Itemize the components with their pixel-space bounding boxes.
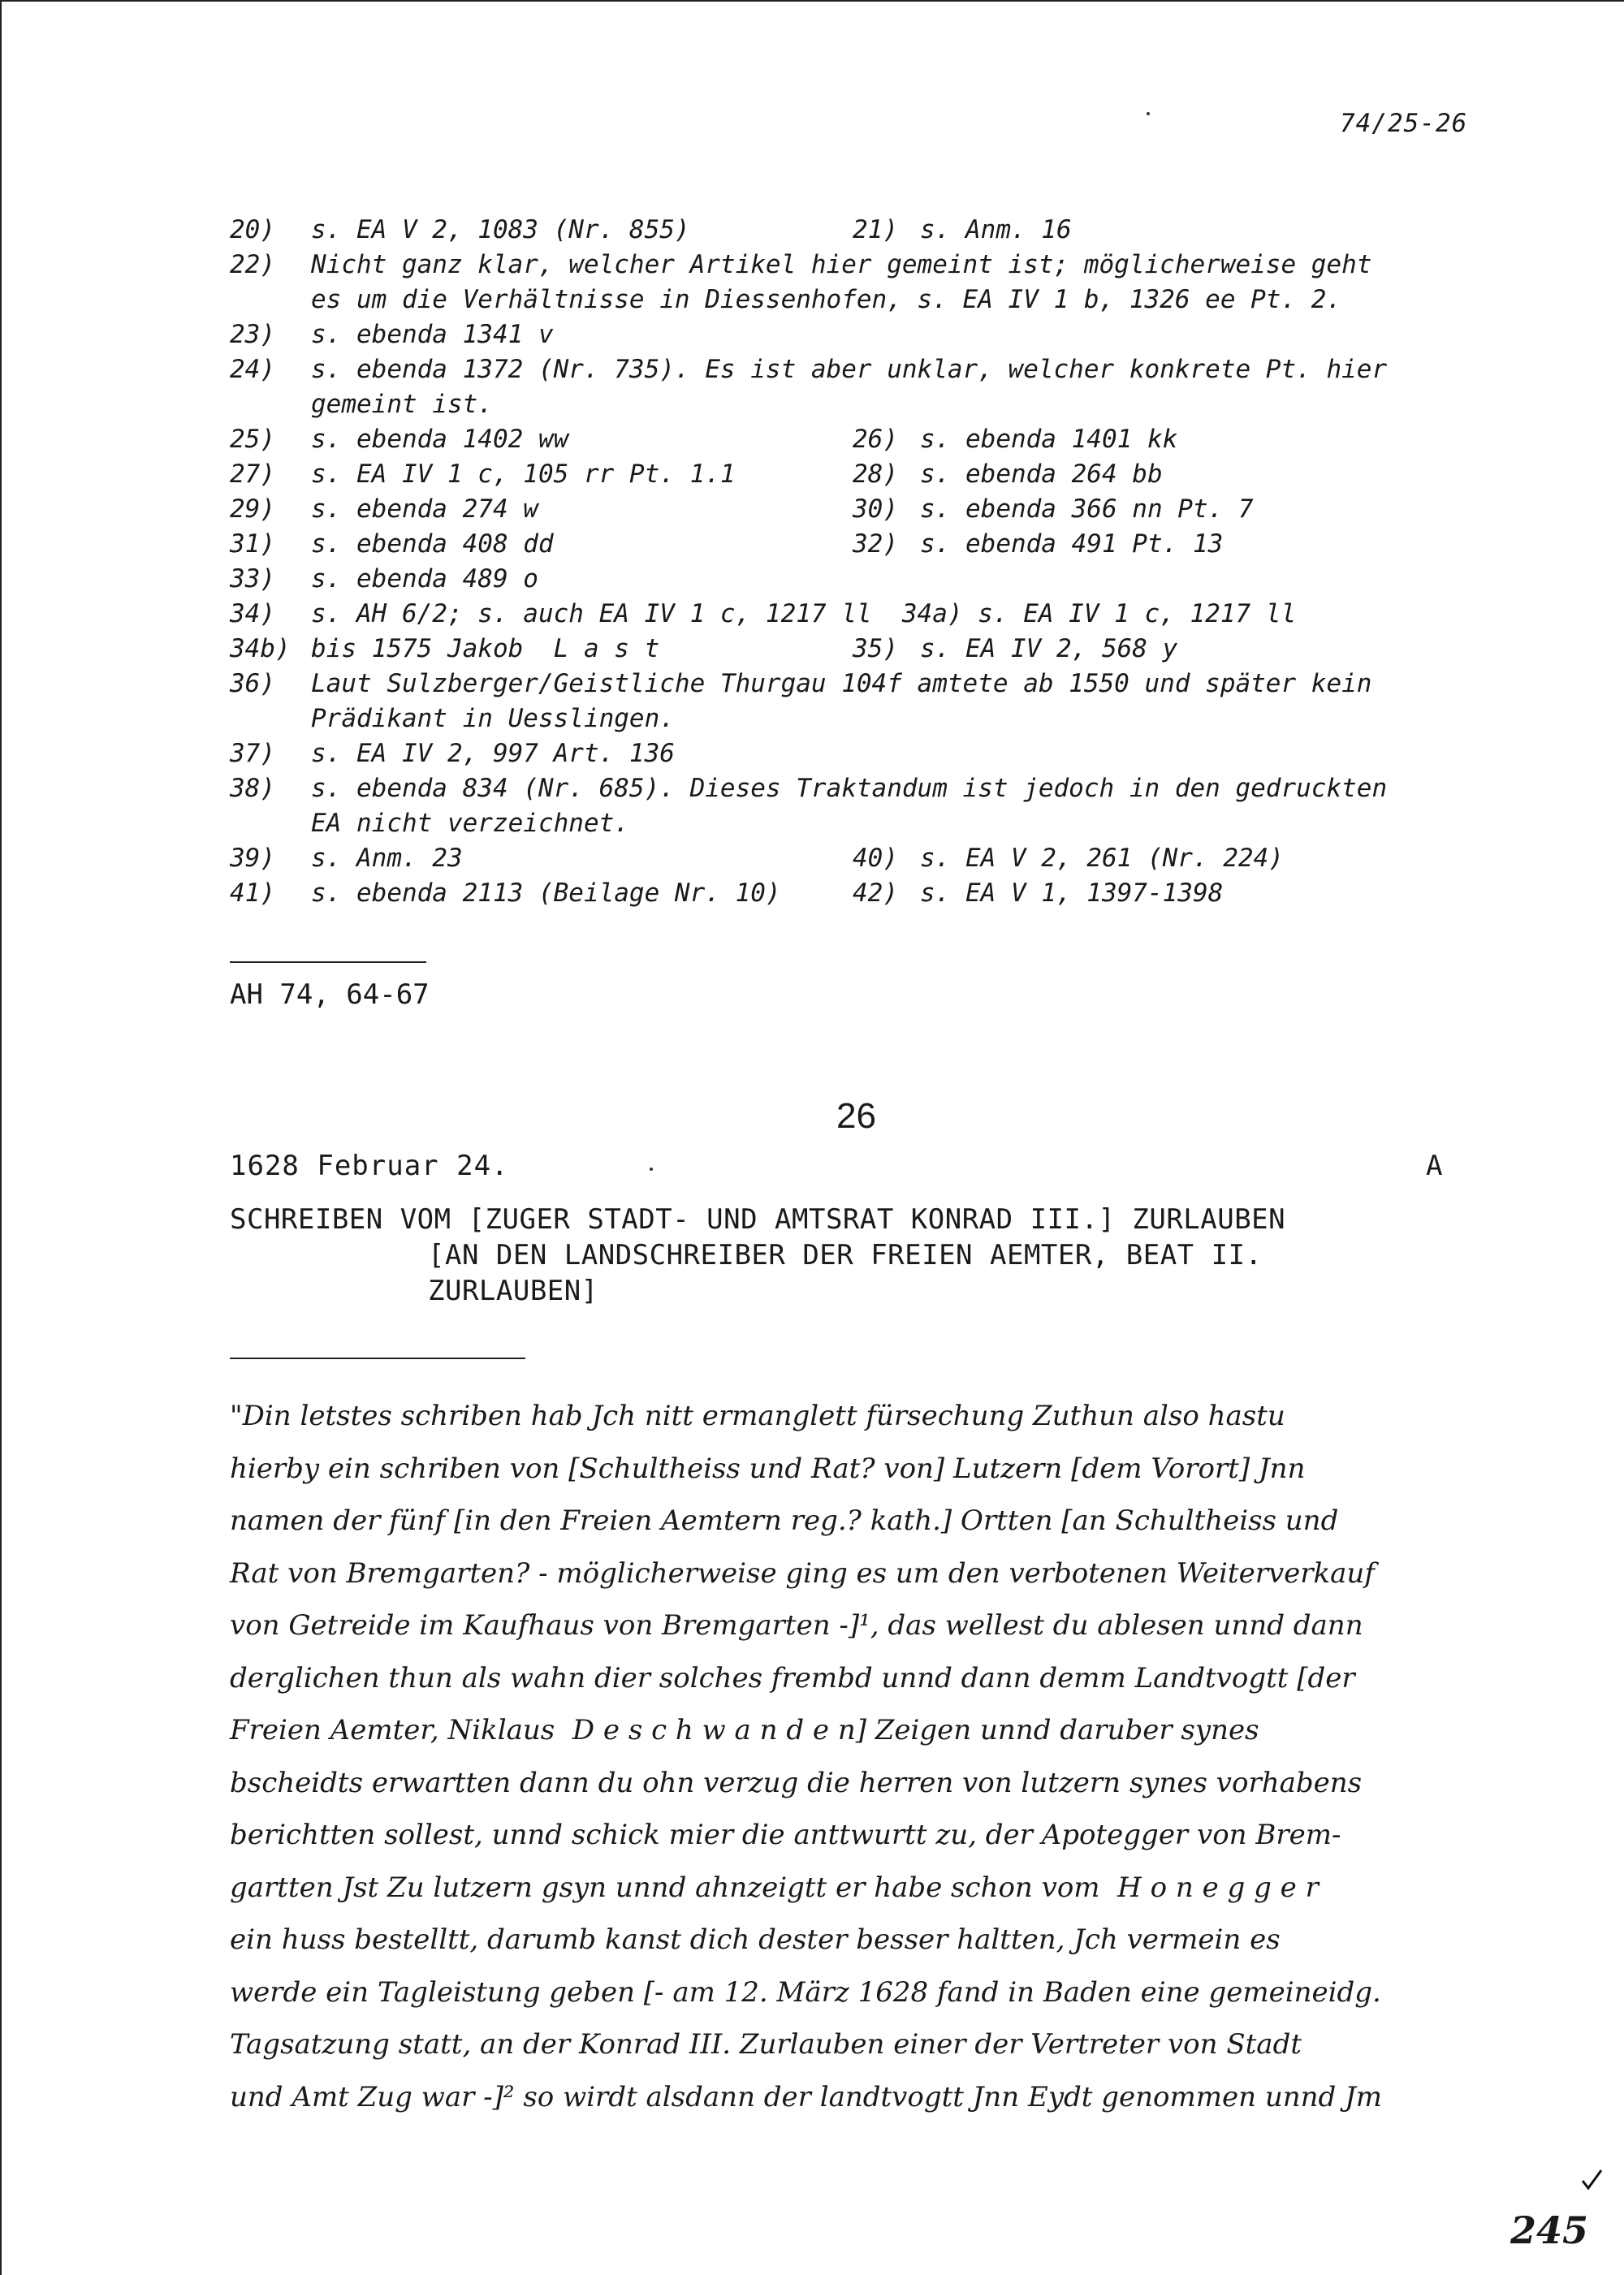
footnote-line <box>230 667 1497 701</box>
footnote-text: es um die Verhältnisse in Diessenhofen, s. EA IV 1 b, 1326 ee Pt. 2. <box>311 285 1342 314</box>
footnote-line <box>230 876 1497 911</box>
page-reference: 74/25-26 <box>1340 109 1468 138</box>
footnote-number: 31) <box>230 529 275 559</box>
footnote-number: 32) <box>853 529 898 559</box>
footnote-number: 20) <box>230 215 275 244</box>
footnote-line <box>230 527 1497 562</box>
footnote-number: 36) <box>230 669 275 698</box>
scan-dot <box>1147 112 1150 115</box>
footnote-line <box>230 632 1497 667</box>
footnotes <box>230 213 1497 911</box>
footnote-text: s. ebenda 834 (Nr. 685). Dieses Traktandum ist jedoch in den gedruckten <box>311 774 1388 803</box>
footnote-text: s. ebenda 264 bb <box>920 460 1163 489</box>
footnote-text: s. EA IV 2, 568 y <box>920 634 1178 663</box>
footnote-text: s. ebenda 1402 ww <box>311 425 569 454</box>
transcription-line: namen der fünf [in den Freien Aemtern reg.? kath.] Ortten [an Schultheiss und <box>230 1504 1339 1537</box>
footnote-text: s. EA V 2, 261 (Nr. 224) <box>920 844 1284 873</box>
transcription-line: ein huss bestelltt, darumb kanst dich dester besser haltten, Jch vermein es <box>230 1923 1281 1956</box>
footnote-text: gemeint ist. <box>311 390 493 419</box>
footnote-number: 38) <box>230 774 275 803</box>
footnote-text: s. EA V 2, 1083 (Nr. 855) <box>311 215 690 244</box>
folio-number: 245 <box>1510 2208 1589 2252</box>
footnote-number: 34b) <box>230 634 291 663</box>
footnote-text: s. EA IV 1 c, 105 rr Pt. 1.1 <box>311 460 736 489</box>
footnote-text: bis 1575 Jakob L a s t <box>311 634 660 663</box>
heading-line: SCHREIBEN VOM [ZUGER STADT- UND AMTSRAT KONRAD III.] ZURLAUBEN <box>230 1203 1286 1236</box>
transcription-line: Tagsatzung statt, an der Konrad III. Zurlauben einer der Vertreter von Stadt <box>230 2028 1302 2061</box>
heading-line: ZURLAUBEN] <box>428 1275 598 1307</box>
footnote-number: 27) <box>230 460 275 489</box>
footnote-text: s. ebenda 408 dd <box>311 529 554 559</box>
footnote-text: s. ebenda 1372 (Nr. 735). Es ist aber unklar, welcher konkrete Pt. hier <box>311 355 1388 384</box>
transcription-line: werde ein Tagleistung geben [- am 12. März 1628 fand in Baden eine gemeineidg. <box>230 1975 1381 2009</box>
footnote-line <box>230 841 1497 876</box>
footnote-text: s. ebenda 274 w <box>311 494 538 524</box>
footnote-number: 24) <box>230 355 275 384</box>
footnote-number: 23) <box>230 320 275 349</box>
footnote-text: s. ebenda 2113 (Beilage Nr. 10) <box>311 878 781 908</box>
transcription-line: Freien Aemter, Niklaus D e s c h w a n d e n] Zeigen unnd daruber synes <box>230 1714 1259 1746</box>
footnote-line <box>230 597 1497 632</box>
footnote-number: 22) <box>230 250 275 279</box>
footnote-text: s. ebenda 489 o <box>311 564 538 594</box>
footnote-number: 25) <box>230 425 275 454</box>
footnote-text: Laut Sulzberger/Geistliche Thurgau 104f amtete ab 1550 und später kein <box>311 669 1372 698</box>
footnote-number: 34) <box>230 599 275 628</box>
transcription-line: und Amt Zug war -]² so wirdt alsdann der landtvogtt Jnn Eydt genommen unnd Jm <box>230 2080 1382 2113</box>
source-reference: AH 74, 64-67 <box>230 978 430 1011</box>
footnote-number: 39) <box>230 844 275 873</box>
footnote-text: s. EA IV 2, 997 Art. 136 <box>311 739 675 768</box>
footnote-number: 21) <box>853 215 898 244</box>
footnote-line <box>230 806 1497 841</box>
transcription-line: von Getreide im Kaufhaus von Bremgarten -]¹, das wellest du ablesen unnd dann <box>230 1609 1363 1642</box>
transcription-line: berichtten sollest, unnd schick mier die anttwurtt zu, der Apotegger von Brem- <box>230 1819 1341 1851</box>
footnote-number: 35) <box>853 634 898 663</box>
footnote-text: s. AH 6/2; s. auch EA IV 1 c, 1217 ll 34a) s. EA IV 1 c, 1217 ll <box>311 599 1297 628</box>
footnote-text: s. Anm. 23 <box>311 844 463 873</box>
footnote-number: 37) <box>230 739 275 768</box>
footnote-line <box>230 248 1497 283</box>
footnote-line <box>230 317 1497 352</box>
heading-rule <box>230 1358 525 1359</box>
footnote-text: s. ebenda 491 Pt. 13 <box>920 529 1224 559</box>
transcription-line: hierby ein schriben von [Schultheiss und Rat? von] Lutzern [dem Vorort] Jnn <box>230 1452 1306 1485</box>
footnote-number: 26) <box>853 425 898 454</box>
footnote-line <box>230 562 1497 597</box>
transcription-line: derglichen thun als wahn dier solches frembd unnd dann demm Landtvogtt [der <box>230 1661 1355 1694</box>
footnote-line <box>230 736 1497 771</box>
letter-transcription <box>230 1390 1497 2123</box>
footnote-number: 33) <box>230 564 275 594</box>
footnote-number: 29) <box>230 494 275 524</box>
footnote-number: 41) <box>230 878 275 908</box>
footnote-number: 40) <box>853 844 898 873</box>
check-mark-icon <box>1579 2168 1604 2192</box>
document-date: 1628 Februar 24. <box>230 1150 509 1182</box>
footnote-text: Nicht ganz klar, welcher Artikel hier gemeint ist; möglicherweise geht <box>311 250 1372 279</box>
footnote-number: 30) <box>853 494 898 524</box>
scan-dot <box>650 1168 653 1171</box>
footnote-number: 42) <box>853 878 898 908</box>
transcription-line: Rat von Bremgarten? - möglicherweise ging es um den verbotenen Weiterverkauf <box>230 1556 1375 1590</box>
document-code: A <box>1426 1150 1443 1182</box>
footnote-text: s. Anm. 16 <box>920 215 1072 244</box>
footnote-number: 28) <box>853 460 898 489</box>
footnote-line <box>230 283 1497 317</box>
document-heading <box>230 1202 1497 1309</box>
footnote-line <box>230 701 1497 736</box>
transcription-line: gartten Jst Zu lutzern gsyn unnd ahnzeigtt er habe schon vom H o n e g g e r <box>230 1871 1319 1904</box>
footnote-line <box>230 492 1497 527</box>
transcription-line: bscheidts erwartten dann du ohn verzug die herren von lutzern synes vorhabens <box>230 1766 1363 1799</box>
footnote-line <box>230 422 1497 457</box>
footnote-line <box>230 457 1497 492</box>
footnote-line <box>230 352 1497 387</box>
footnote-line <box>230 213 1497 248</box>
footnote-text: EA nicht verzeichnet. <box>311 809 629 838</box>
footnote-text: s. EA V 1, 1397-1398 <box>920 878 1224 908</box>
document-number: 26 <box>836 1096 876 1136</box>
footnote-line <box>230 771 1497 806</box>
heading-line: [AN DEN LANDSCHREIBER DER FREIEN AEMTER, BEAT II. <box>428 1239 1263 1271</box>
footnote-rule <box>230 961 426 963</box>
footnote-text: s. ebenda 1341 v <box>311 320 554 349</box>
footnote-text: s. ebenda 1401 kk <box>920 425 1178 454</box>
footnote-text: s. ebenda 366 nn Pt. 7 <box>920 494 1254 524</box>
footnote-line <box>230 387 1497 422</box>
transcription-line: "Din letstes schriben hab Jch nitt ermanglett fürsechung Zuthun also hastu <box>230 1400 1285 1432</box>
footnote-text: Prädikant in Uesslingen. <box>311 704 675 733</box>
